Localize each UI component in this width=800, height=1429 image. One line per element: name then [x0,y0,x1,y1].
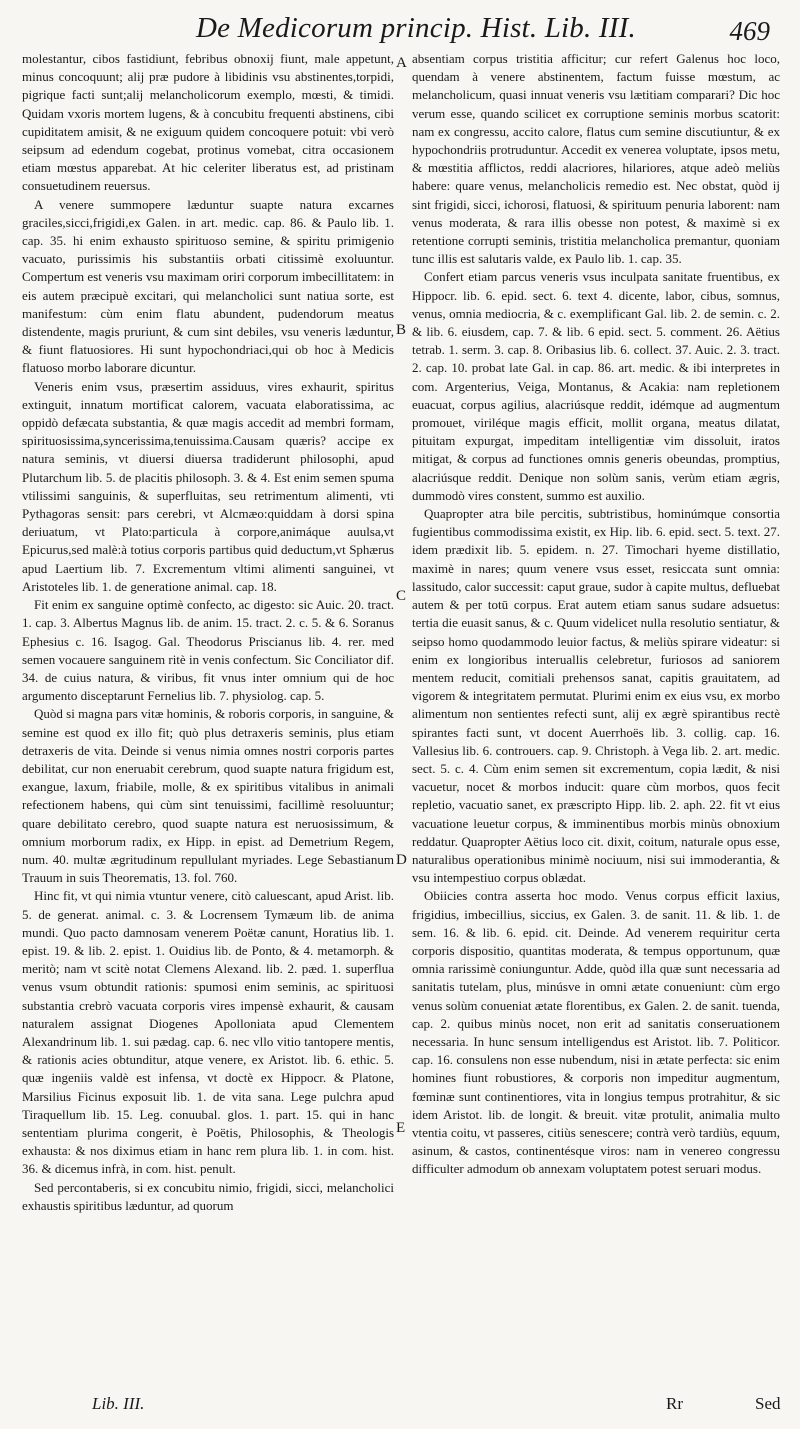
left-column [22,50,394,1390]
running-head: De Medicorum princip. Hist. Lib. III. [196,12,636,44]
right-paragraph-3: Quapropter atra bile percitis, subtristibus, hominúmque consortia fugientibus commodissima existit, ex Hip. lib. 6. epid. sect. 5. text. 27. idem prædixit lib. 5. epidem. n. 27. Timochari hyeme distillatio, maximè in nares; quum venere vsus esset, resiccata sunt omnia: lassitudo, calor successit: caput graue, sudor à capite multus, defluebat autem & per totū corpus. Erat autem etiam sanus sudare adsuetus: tertia die euasit sanus, & c. Quum videlicet nulla resolutio sentiatur, & seipso homo quodammodo leuior factus, & meliùs spirare videatur: si enim ex longioribus interuallis celebretur, furiosos ad saniorem mentem reducit, comitiali prehensos sanat, capitis grauitatem, ad vigorem & integritatem permutat. Plurimi enim ex eius vsu, ex morbo alimentum non sentientes refecti sunt, alij ex ægrè spirantibus rectè spirantes facti sunt, vt docent Auerrhoës lib. 3. collig. cap. 16. Vallesius lib. 6. controuers. cap. 9. Christoph. à Vega lib. 2. art. medic. sect. 5. c. 4. Cùm enim semen sit excrementum, copia lædit, & nisi vacuetur, nocet & morbos inducit: quare cùm morbos, quos fecit repletio, vacuatio sanet, ex præscripto Hipp. lib. 2. aph. 22. fit vt eius vacuatione leuetur corpus, & imminentibus morbis minùs obnoxium reddatur. Quapropter Aëtius loco cit. dixit, coitum, naturale opus esse, naturalibus operationibus minimè nociuum, nisi sui immoderantia, & vsu intempestiuo corpus oblædat. [412,506,780,886]
left-paragraph-7: Sed percontaberis, si ex concubitu nimio, frigidi, sicci, melancholici exhaustis spiritibus læduntur, ad quorum [22,1179,394,1213]
margin-marker-b: B [396,322,407,338]
left-paragraph-1: molestantur, cibos fastidiunt, febribus obnoxij fiunt, male appetunt, minus concoquunt; alij præ pudore à libidinis vsu abstinentes,torpidi, pigrique facti sunt;alij melancholicorum exemplo, mœsti, & timidi. Quidam vxoris mortem lugens, & à concubitu frequenti abstinens, cibi cupiditatem amisit, & ne exiguum quidem concoquere potuit: vbi verò seipsum ad edendum cogebat, protinus vomebat, citra occasionem etiam mœstus apparebat. At hic celeriter liberatus est, ad pristinam consuetudinem reuersus. [22,51,394,194]
catchword: Sed [755,1394,781,1413]
left-paragraph-3: Veneris enim vsus, præsertim assiduus, vires exhaurit, spiritus extinguit, innatum mortificat calorem, vacuata elaboratissima, ac oppidò defæcata substantia, & quæ magis accedit ad membri formam, spirituosissima,syncerissima,tenuissima.Causam quæris? accipe ex natura seminis, vt diuersi diuersa tradiderunt philosophi, apud Plutarchum lib. 5. de placitis philosoph. 3. & 4. Est enim semen spuma vtilissimi sanguinis, & superfluitas, seu retrimentum alimenti, vti Pythagoras sensit: pars cerebri, vt Alcmæo:quiddam à dorsi spina deriuatum, vt Plato:particula à corpore,animáque auulsa,vt Epicurus,sed malè:à totius corporis partibus quid deductum,vt Sphærus apud Laertium lib. 7. Excrementum vltimi alimenti sanguinei, vt Aristoteles lib. 1. de generatione animal. cap. 18. [22,378,394,594]
page-footer [0,1392,800,1422]
margin-marker-d: D [396,852,407,868]
left-paragraph-6: Hinc fit, vt qui nimia vtuntur venere, citò caluescant, apud Arist. lib. 5. de generat. animal. c. 3. & Locrensem Tymæum lib. de anima mundi. Quo pacto damnosam venerem Poëtæ canunt, Horatius lib. 1. epist. 19. & lib. 2. epist. 1. Ouidius lib. de Ponto, & 4. metamorph. & meritò; nam vt scitè notat Clemens Alexand. lib. 2. pæd. 1. superflua venus vsum obtundit rationis: spumosi enim seminis, ac spirituosi substantia crebrò vacuata corporis vires impensè exhaurit, & causam naturalem assignat Diogenes Apolloniata apud Clementem Alexandrinum lib. 1. sui pædag. cap. 6. nec vllo vitio tantopere mentis, & rationis acies obtunditur, atque venere, ex Aristot. lib. 6. ethic. 5. quæ ingeniis valdè est infensa, vt doctè ex Hippocr. & Platone, Marsilius Ficinus exposuit lib. 1. de vita sana. Lege pulchra apud Tiraquellum lib. 15. Leg. conuubal. glos. 1. part. 15. qui in hanc sententiam plurima congerit, è Poëtis, Philosophis, & Theologis exhausta: & nos diximus etiam in hanc rem plura lib. 1. in com. hist. 36. & dicemus infrà, in com. hist. penult. [22,888,394,1177]
footer-book-label: Lib. III. [92,1394,145,1413]
right-paragraph-2: Confert etiam parcus veneris vsus inculpata sanitate fruentibus, ex Hippocr. lib. 6. epid. sect. 6. text 4. dicente, labor, cibus, somnus, venus, omnia mediocria, & c. exemplificant Gal. lib. 2. de semin. c. 2. & lib. 6. eiusdem, cap. 7. & lib. 6 epid. sect. 5. comment. 26. Aëtius tetrab. 1. serm. 3. cap. 8. Oribasius lib. 6. collect. 37. Auic. 2. 3. tract. 2. cap. 10. probat late Gal. in cap. 86. art. medic. & ibi interpretes in com. Argenterius, Veiga, Montanus, & Acakia: nam repletionem euacuat, corpus agilius, alacriúsque reddit, idémque ad augmentum promouet, viriléque magis efficit, mollit organa, meatus dilatat, pituitam expurgat, impeditam intelligentiæ vim dissoluit, iratos mitigat, & corpus ad functiones omnis generis obeundas, promptius, alacriúsque reddit. Denique non solùm sanis, verùm etiam ægris, dummodò vires constent, summo est auxilio. [412,269,780,503]
right-column [412,50,780,1390]
right-paragraph-4: Obiicies contra asserta hoc modo. Venus corpus efficit laxius, frigidius, imbecillius, siccius, ex Galen. 3. de sanit. 11. & lib. 1. de sem. 16. & lib. 6. epid. cit. Deinde. Ad venerem requiritur certa corporis dispositio, quantitas moderata, & tempus opportunum, quæ omnia rarissimè coniunguntur. Adde, quòd illa quæ sunt necessaria ad sanitatis tutelam, plus, minúsve in omni ætate conueniunt: cùm ergo venus solùm conueniat ætate florentibus, ex Galen. 2. de sanit. tuenda, cap. 2. quibus minùs nocet, non erit ad sanitatis conseruationem necessaria. In hunc sensum intelligendus est Aristot. lib. 7. Politicor. cap. 16. consulens non esse nubendum, nisi in ætate perfecta: sic enim homines fiunt robustiores, & corporis non impeditur augmentum, fœminæ sunt continentiores, vita in longius tempus protrahitur, & sic idem Aristot. lib. de longit. & breuit. vitæ protulit, animalia multo vtentia coitu, vt passeres, citiùs senescere; contrà verò tardiùs, equum, asinum, & castos, continentésque viros: nam in venereo congressu difficulter admodum ob annexam voluptatem potest seruari modus. [412,888,780,1177]
margin-marker-c: C [396,588,407,604]
margin-marker-a: A [396,55,407,71]
left-paragraph-2: A venere summopere læduntur suapte natura excarnes graciles,sicci,frigidi,ex Galen. in art. medic. cap. 86. & Paulo lib. 1. cap. 35. hi enim exhausto spirituoso semine, & spiritu primigenio vacuato, purissimis his substantiis orbati citissimè exoluuntur. Compertum est veneris vsu maximam oriri corporum imbecillitatem: in eis autem præcipuè excitari, qui melancholici sunt natiua sorte, est manifestum: cùm enim flatu abundent, pudendorum meatus distendente, magis pruriunt, & cum sint debiles, vsu veneris læduntur, & fiunt flatuosiores. Hi sunt hypochondriaci,qui ob hoc à Medicis flatuoso morbo laborare dicuntur. [22,196,394,376]
signature-mark: Rr [666,1394,683,1413]
page-number: 469 [729,16,770,46]
page-header [0,8,800,48]
left-paragraph-4: Fit enim ex sanguine optimè confecto, ac digesto: sic Auic. 20. tract. 1. cap. 3. Albertus Magnus lib. de anim. 15. tract. 2. c. 5. & 6. Soranus Ephesius c. 16. Isagog. Gal. Theodorus Priscianus lib. 4. rer. med semen vocauere sanguinem ritè in venis confectum. Sic Conciliator dif. 34. de cuius natura, & viribus, fit vnus inter omnium qui de hoc argumento disceptarunt Fernelius lib. 7. physiolog. cap. 5. [22,597,394,704]
right-paragraph-1: absentiam corpus tristitia afficitur; cur refert Galenus hoc loco, quendam à venere abstinentem, factum fuisse mœstum, ac melancholicum, quasi innuat veneris vsu lætitiam comparari? Dic hoc verum esse, quando scilicet ex corruptione seminis morbus scatorit: nam ex congressu, accito calore, flatus cum semine discutiuntur, & ex hypochondriis protruduntur. Accedit ex venerea voluptate, ipsos metu, & mœstitia afflictos, reddi alacriores, hilariores, atque adeò meliùs habere: quare venus, melancholicis remedio est. Nec obstat, quòd ij sint frigidi, sicci, ichorosi, flatuosi, & spirituum penuria laborent: nam venus moderata, & rara illis obesse non potest, & maximè si ex retentione corrupti seminis, tristitia melancholica premantur, quoniam tunc illis est salutaris valde, ex Paulo lib. 1. cap. 35. [412,51,780,267]
margin-marker-e: E [396,1120,406,1136]
left-paragraph-5: Quòd si magna pars vitæ hominis, & roboris corporis, in sanguine, & semine est quod ex illo fit; quò plus detraxeris seminis, plus etiam detraxeris de vita. Deinde si venus nimia omnes nostri corporis partes debilitat, cur non eneruabit cerebrum, quod suapte natura frigidum est, exangue, laxum, friabile, molle, & ex spiritibus vitalibus in animali refectionem habens, qui cùm sint tenuissimi, facillimè resoluuntur; quare debilitato cerebro, quod suapte natura est neruosissimum, & omnium morborum radix, ex Hipp. in epist. ad Demetrium Regem, num. 40. multæ ægritudinum repullulant myriades. Lege Sebastianum Trauum in suis Theorematis, 13. fol. 760. [22,706,394,886]
